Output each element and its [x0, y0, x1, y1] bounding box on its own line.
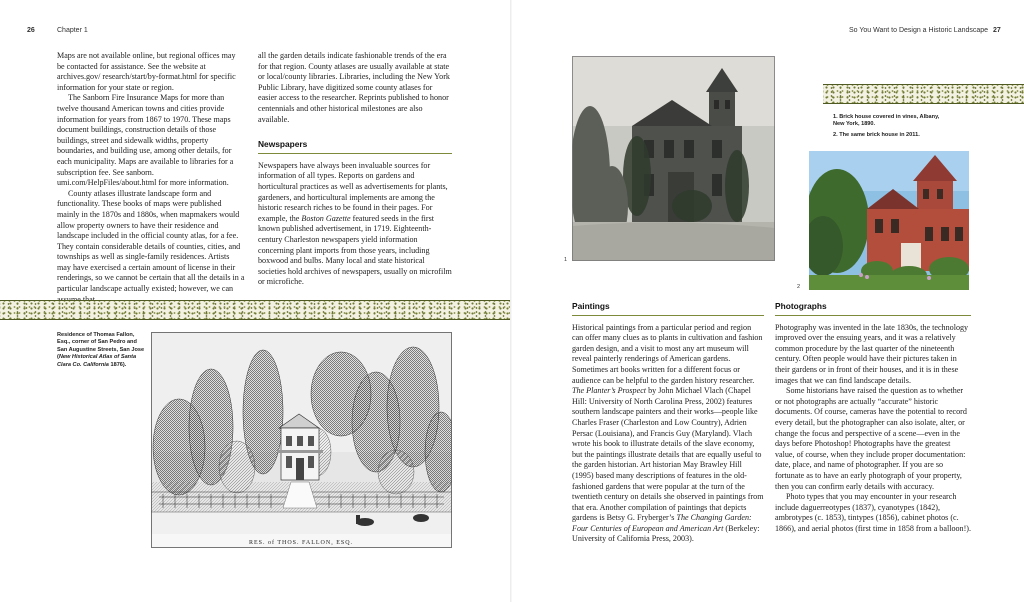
- running-head-left: Chapter 1: [57, 27, 88, 34]
- fig2-caption: 2. The same brick house in 2011.: [833, 131, 920, 138]
- paragraph: The Sanborn Fire Insurance Maps for more than twelve thousand American towns and cities provide information for years from 1867 to 1970. These maps document buildings, construction details of those buildings, street and sidewalk widths, property boundaries, and building use, among other details, for each municipality. Maps are available to libraries for a subscription fee. See sanborn. umi.com/HelpFiles/about.html for more information.: [57, 93, 234, 188]
- photo-1-svg: [572, 56, 775, 261]
- right-page: [512, 0, 1024, 602]
- fallon-residence-engraving: [151, 332, 452, 548]
- fig1-caption: 1. Brick house covered in vines, Albany, New York, 1890.: [833, 114, 940, 128]
- paragraph: Some historians have raised the question as to whether or not photographs are actually “accurate” historic documents. Of course, cameras have the potential to record every detail, but the photographer can also isolate, alter, or change the focus and perspective of a scene—even in the days before Photoshop! Photographs have the greatest value, of course, when they include proper documentation: date, place, and name of photographer. If you are so fortunate as to have an early photograph of your property, then you can confirm early details with accuracy.: [775, 386, 967, 491]
- engraving-svg: [151, 332, 452, 548]
- decorative-band: [0, 300, 512, 320]
- figure-1-photo: [572, 56, 775, 261]
- right-column-2: [775, 301, 971, 534]
- paragraph: Maps are not available online, but regional offices may be contacted for assistance. See the website at archives.gov/ research/start/by-format.html for specific information for your state or region.: [57, 51, 236, 92]
- right-column-1: [572, 301, 764, 545]
- figure-captions: [833, 114, 951, 139]
- paragraph: County atlases illustrate landscape form and functionality. These books of maps were published mainly in the 1870s and 1880s, when mapmakers would allow property owners to have their residence and landscape included in the official county atlas, for a fee. They contain considerable details of counties, cities, and townships as well as single-family residences. Artists may have exercised a certain amount of license in their renderings, so we cannot be certain that all the details in a particular landscape actually existed; however, we can: [57, 188, 245, 294]
- section-heading-paintings: Paintings: [572, 301, 764, 316]
- section-heading-photographs: Photographs: [775, 301, 971, 316]
- folio-right: 27: [993, 27, 1001, 34]
- folio-left: 26: [27, 27, 35, 34]
- left-column-1: [57, 51, 245, 305]
- figure-number-2: 2: [797, 284, 801, 290]
- engraving-label: RES. of THOS. FALLON, ESQ.: [248, 540, 354, 546]
- section-heading-newspapers: Newspapers: [258, 139, 452, 154]
- paragraph-paintings: Historical paintings from a particular period and region can offer many clues as to plants in cultivation and fashion garden design, and a visit to most any art museum will reveal painterly renderings of American gardens. Sometimes art books written for a different focus or audience can be helpful to the garden history researcher. The Planter’s Prospect by John Michael Vlach (Chapel Hill: University of North Carolina Press, 2002) features southern landscape painters and their works—people like Charles Fraser (Charleston and Low Country), Adrien Persac (Louisiana), and Francis Guy (Maryland). Vlach wrote his book to illustrate details of the slave economy, but the paintings illustrate details that are equally useful to the garden historian. Art historian May Brawley Hill (1995) based many descriptions of features in the old-fashioned gardens that were popular at the turn of the twentieth century on details she observed in paintings from that era. Another compilation of paintings that depicts gardens is Betsy G. Fryberger’s The Changing Garden: Four Centuries of European and American Art (Berkeley: University of California Press, 2003).: [572, 322, 764, 544]
- photo-2-svg: [809, 151, 969, 290]
- figure-2-photo: [809, 151, 969, 290]
- italic-title: Boston Gazette: [301, 213, 351, 223]
- paragraph-newspapers: Newspapers have always been invaluable sources for information of all types. Reports on gardens and horticultural practices as well as advertisements for plants, gardeners, and horticultural implements are among the historic research riches to be found in their pages. For example, the Boston Gazette featured seeds in the first known published advertisement, in 1719. Eighteenth-century Charleston newspapers yield information concerning plant imports from those years, including boxwood and bulbs. Many local and state historical societies hold archives of newspapers, usually on microfilm or microfiche.: [258, 160, 452, 287]
- decorative-band-right: [823, 84, 1024, 104]
- left-column-2: [258, 51, 452, 288]
- paragraph: Photo types that you may encounter in your research include daguerreotypes (1837), cyanotypes (1842), ambrotypes (c. 1853), tintypes (1856), cabinet photos (c. 1866), and aerial photos (first time in 1858 from a balloon!).: [775, 492, 972, 533]
- running-head-right: So You Want to Design a Historic Landscape: [849, 27, 989, 34]
- figure-caption-fallon: Residence of Thomas Fallon, Esq., corner of San Pedro and San Augustine Streets, San Jose (New Historical Atlas of Santa Clara Co. California 1876).: [57, 332, 145, 368]
- paragraph: all the garden details indicate fashionable trends of the era for that region. County atlases are usually available at state or local/county libraries. Libraries, including the New York Public Library, have digitized some county atlases for easier access to the researcher. Reprints published to honor centennials and other historical milestones are also available.: [258, 51, 450, 124]
- paragraph: Photography was invented in the late 1830s, the technology improved over the ensuing years, and it was a relatively common procedure by the last quarter of the nineteenth century. Often people would have their pictures taken in their gardens or in front of their houses, and it is in these images that we can find landscape details.: [775, 322, 969, 385]
- figure-number-1: 1: [564, 257, 568, 263]
